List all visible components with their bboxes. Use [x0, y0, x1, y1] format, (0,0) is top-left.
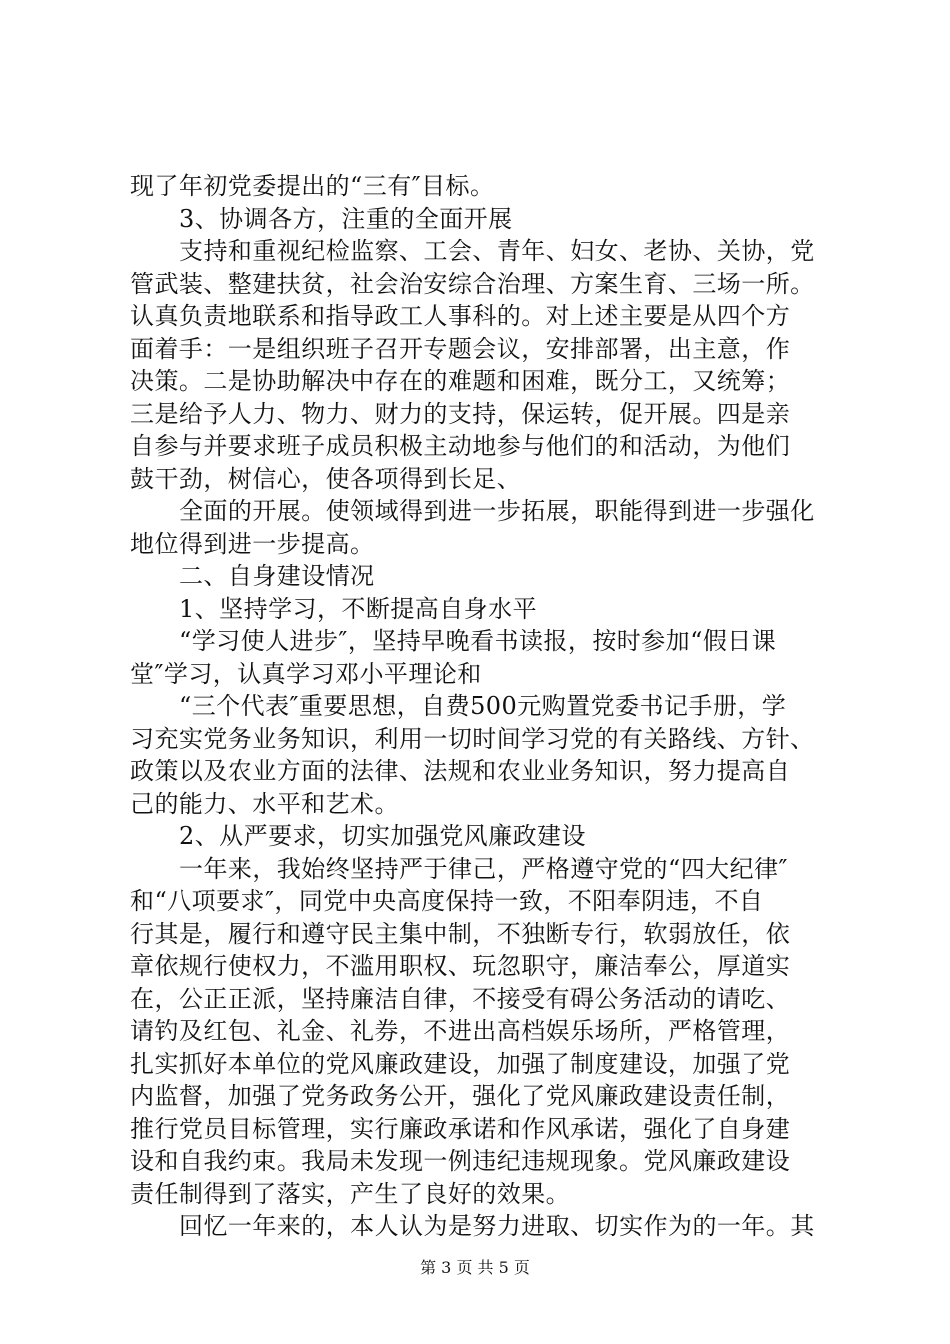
text-line: 认真负责地联系和指导政工人事科的。对上述主要是从四个方: [130, 302, 791, 330]
text-line: 三是给予人力、物力、财力的支持，保运转，促开展。四是亲: [130, 399, 791, 428]
text-line: 回忆一年来的，本人认为是努力进取、切实作为的一年。其: [179, 1212, 815, 1240]
text-line: 行其是，履行和遵守民主集中制，不独断专行，软弱放任，依: [130, 919, 791, 948]
text-line: 己的能力、水平和艺术。: [130, 789, 399, 818]
text-line: 二、自身建设情况: [179, 562, 375, 590]
text-line: 支持和重视纪检监察、工会、青年、妇女、老协、关协，党: [179, 237, 815, 265]
text-line: 全面的开展。使领域得到进一步拓展，职能得到进一步强化: [179, 497, 815, 525]
text-line: 章依规行使权力，不滥用职权、玩忽职守，廉洁奉公，厚道实: [130, 952, 791, 980]
text-line: 决策。二是协助解决中存在的难题和困难，既分工，又统筹；: [130, 367, 791, 395]
text-line: 扎实抓好本单位的党风廉政建设，加强了制度建设，加强了党: [130, 1049, 791, 1078]
text-line: 3、协调各方，注重的全面开展: [179, 204, 513, 233]
text-line: 堂″学习，认真学习邓小平理论和: [130, 659, 482, 688]
text-line: 内监督，加强了党务政务公开，强化了党风廉政建设责任制，: [130, 1082, 791, 1110]
text-line: 和“八项要求″，同党中央高度保持一致，不阳奉阴违，不自: [130, 887, 764, 915]
text-line: 面着手：一是组织班子召开专题会议，安排部署，出主意，作: [130, 334, 791, 363]
text-line: 责任制得到了落实，产生了良好的效果。: [130, 1179, 571, 1208]
text-line: 设和自我约束。我局未发现一例违纪违规现象。党风廉政建设: [130, 1147, 791, 1175]
text-line: 推行党员目标管理，实行廉政承诺和作风承诺，强化了自身建: [130, 1114, 791, 1143]
text-line: 管武装、整建扶贫，社会治安综合治理、方案生育、三场一所。: [130, 269, 815, 298]
text-line: “学习使人进步″，坚持早晚看书读报，按时参加“假日课: [179, 627, 777, 655]
text-line: 习充实党务业务知识，利用一切时间学习党的有关路线、方针、: [130, 724, 815, 753]
text-line: 鼓干劲，树信心，使各项得到长足、: [130, 464, 522, 493]
text-line: 一年来，我始终坚持严于律己，严格遵守党的“四大纪律″: [179, 854, 788, 883]
text-line: 自参与并要求班子成员积极主动地参与他们的和活动，为他们: [130, 432, 791, 460]
text-line: 政策以及农业方面的法律、法规和农业业务知识，努力提高自: [130, 757, 791, 785]
text-line: 2、从严要求，切实加强党风廉政建设: [179, 822, 586, 850]
text-line: 1、坚持学习，不断提高自身水平: [179, 594, 538, 623]
document-body: [130, 170, 830, 1243]
page-number-footer: 第 3 页 共 5 页: [420, 1258, 530, 1277]
text-line: 在，公正正派，坚持廉洁自律，不接受有碍公务活动的请吃、: [130, 984, 791, 1013]
text-line: 现了年初党委提出的“三有″目标。: [130, 172, 495, 200]
text-line: 地位得到进一步提高。: [130, 529, 375, 558]
text-line: “三个代表″重要思想，自费500元购置党委书记手册，学: [179, 692, 787, 720]
text-line: 请钓及红包、礼金、礼券，不进出高档娱乐场所，严格管理，: [130, 1017, 791, 1045]
